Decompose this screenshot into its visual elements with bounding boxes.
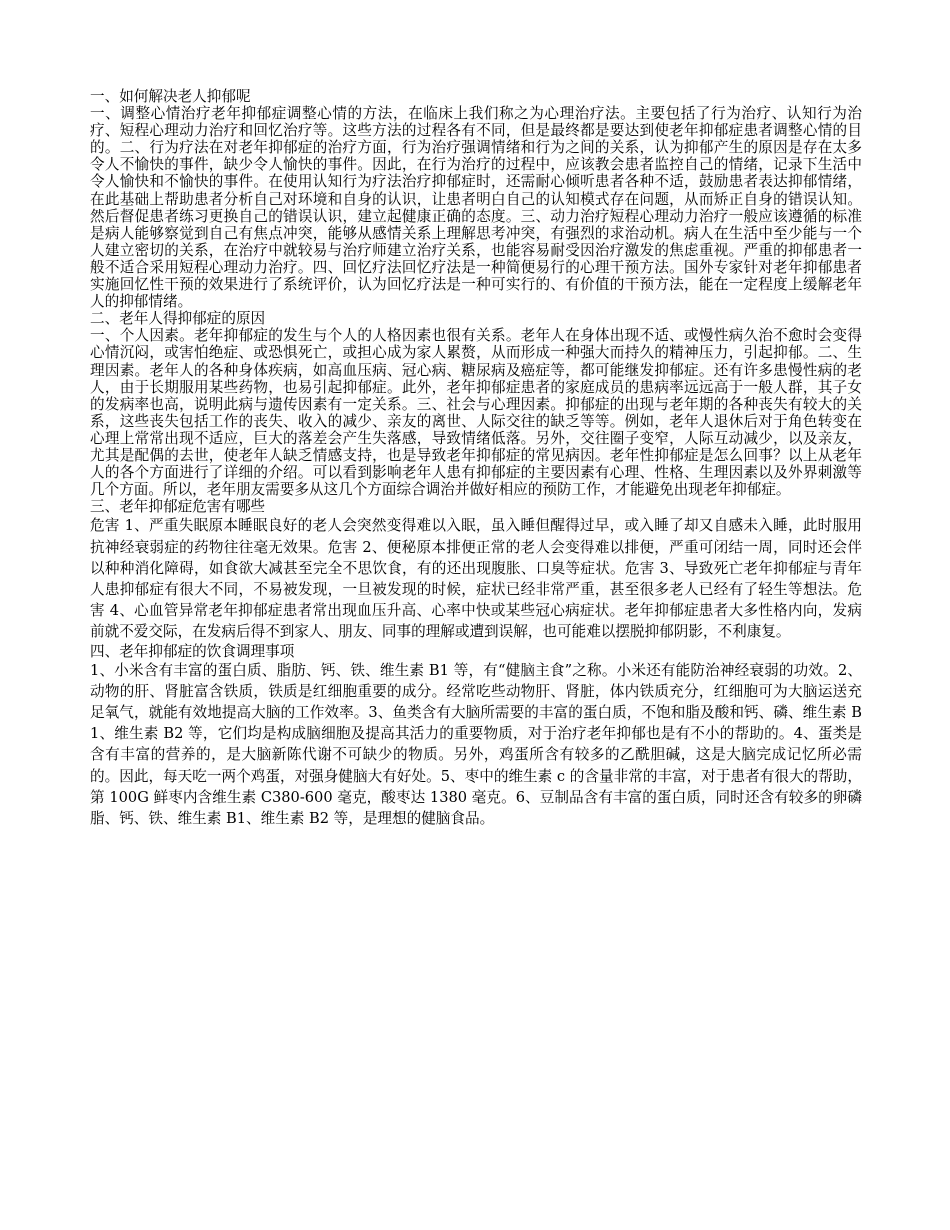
section-2 xyxy=(90,310,862,498)
section-paragraph: 一、调整心情治疗老年抑郁症调整心情的方法，在临床上我们称之为心理治疗法。主要包括了行为治疗、认知行为治疗、短程心理动力治疗和回忆治疗等。这些方法的过程各有不同，但是最终都是要达到使老年抑郁症患者调整心情的目的。二、行为疗法在对老年抑郁症的治疗方面，行为治疗强调情绪和行为之间的关系，认为抑郁产生的原因是存在太多令人不愉快的事件，缺少令人愉快的事件。因此，在行为治疗的过程中，应该教会患者监控自己的情绪，记录下生活中令人愉快和不愉快的事件。在使用认知行为疗法治疗抑郁症时，还需耐心倾听患者各种不适，鼓励患者表达抑郁情绪，在此基础上帮助患者分析自己对环境和自身的认识，让患者明白自己的认知模式存在问题，从而矫正自身的错误认知。然后督促患者练习更换自己的错误认识，建立起健康正确的态度。三、动力治疗短程心理动力治疗一般应该遵循的标准是病人能够察觉到自己有焦点冲突，能够从感情关系上理解思考冲突，有强烈的求治动机。病人在生活中至少能与一个人建立密切的关系，在治疗中就较易与治疗师建立治疗关系，也能容易耐受因治疗激发的焦虑重视。严重的抑郁患者一般不适合采用短程心理动力治疗。四、回忆疗法回忆疗法是一种简便易行的心理干预方法。国外专家针对老年抑郁患者实施回忆性干预的效果进行了系统评价，认为回忆疗法是一种可实行的、有价值的干预方法，能在一定程度上缓解老年人的抑郁情绪。 xyxy=(90,105,862,311)
section-heading: 三、老年抑郁症危害有哪些 xyxy=(90,498,266,516)
section-paragraph: 一、个人因素。老年抑郁症的发生与个人的人格因素也很有关系。老年人在身体出现不适、或慢性病久治不愈时会变得心情沉闷，或害怕绝症、或恐惧死亡，或担心成为家人累赘，从而形成一种强大而持久的精神压力，引起抑郁。二、生理因素。老年人的各种身体疾病，如高血压病、冠心病、糖尿病及癌症等，都可能继发抑郁症。还有许多患慢性病的老人，由于长期服用某些药物，也易引起抑郁症。此外，老年抑郁症患者的家庭成员的患病率远远高于一般人群，其子女的发病率也高，说明此病与遗传因素有一定关系。三、社会与心理因素。抑郁症的出现与老年期的各种丧失有较大的关系，这些丧失包括工作的丧失、收入的减少、亲友的离世、人际交往的缺乏等等。例如，老年人退休后对于角色转变在心理上常常出现不适应，巨大的落差会产生失落感，导致情绪低落。另外，交往圈子变窄，人际互动减少，以及亲友，尤其是配偶的去世，使老年人缺乏情感支持，也是导致老年抑郁症的常见病因。老年性抑郁症是怎么回事？以上从老年人的各个方面进行了详细的介绍。可以看到影响老年人患有抑郁症的主要因素有心理、性格、生理因素以及外界刺激等几个方面。所以，老年朋友需要多从这几个方面综合调治并做好相应的预防工作，才能避免出现老年抑郁症。 xyxy=(90,327,862,499)
section-heading: 二、老年人得抑郁症的原因 xyxy=(90,310,266,328)
document-page xyxy=(90,88,862,829)
section-paragraph: 1、小米含有丰富的蛋白质、脂肪、钙、铁、维生素 B1 等，有“健脑主食”之称。小米还有能防治神经衰弱的功效。2、动物的肝、肾脏富含铁质，铁质是红细胞重要的成分。经常吃些动物肝、肾脏，体内铁质充分，红细胞可为大脑运送充足氧气，就能有效地提高大脑的工作效率。3、鱼类含有大脑所需要的丰富的蛋白质，不饱和脂及酸和钙、磷、维生素 B1、维生素 B2 等，它们均是构成脑细胞及提高其活力的重要物质，对于治疗老年抑郁也是有不小的帮助的。4、蛋类是含有丰富的营养的，是大脑新陈代谢不可缺少的物质。另外，鸡蛋所含有较多的乙酰胆碱，这是大脑完成记忆所必需的。因此，每天吃一两个鸡蛋，对强身健脑大有好处。5、枣中的维生素 c 的含量非常的丰富，对于患者有很大的帮助，第 100G 鲜枣内含维生素 C380-600 毫克，酸枣达 1380 毫克。6、豆制品含有丰富的蛋白质，同时还含有较多的卵磷脂、钙、铁、维生素 B1、维生素 B2 等，是理想的健脑食品。 xyxy=(90,661,862,828)
section-1 xyxy=(90,88,862,310)
section-3 xyxy=(90,498,862,642)
section-heading: 一、如何解决老人抑郁呢 xyxy=(90,88,251,105)
section-4 xyxy=(90,643,862,830)
section-paragraph: 危害 1、严重失眠原本睡眠良好的老人会突然变得难以入眠，虽入睡但醒得过早，或入睡了却又自感未入睡，此时服用抗神经衰弱症的药物往往毫无效果。危害 2、便秘原本排便正常的老人会变得难以排便，严重可闭结一周，同时还会伴以种种消化障碍，如食欲大减甚至完全不思饮食，有的还出现腹胀、口臭等症状。危害 3、导致死亡老年抑郁症与青年人患抑郁症有很大不同，不易被发现，一旦被发现的时候，症状已经非常严重，甚至很多老人已经有了轻生等想法。危害 4、心血管异常老年抑郁症患者常出现血压升高、心率中快或某些冠心病症状。老年抑郁症患者大多性格内向，发病前就不爱交际，在发病后得不到家人、朋友、同事的理解或遭到误解，也可能难以摆脱抑郁阴影，不利康复。 xyxy=(90,517,862,641)
section-heading: 四、老年抑郁症的饮食调理事项 xyxy=(90,642,295,660)
